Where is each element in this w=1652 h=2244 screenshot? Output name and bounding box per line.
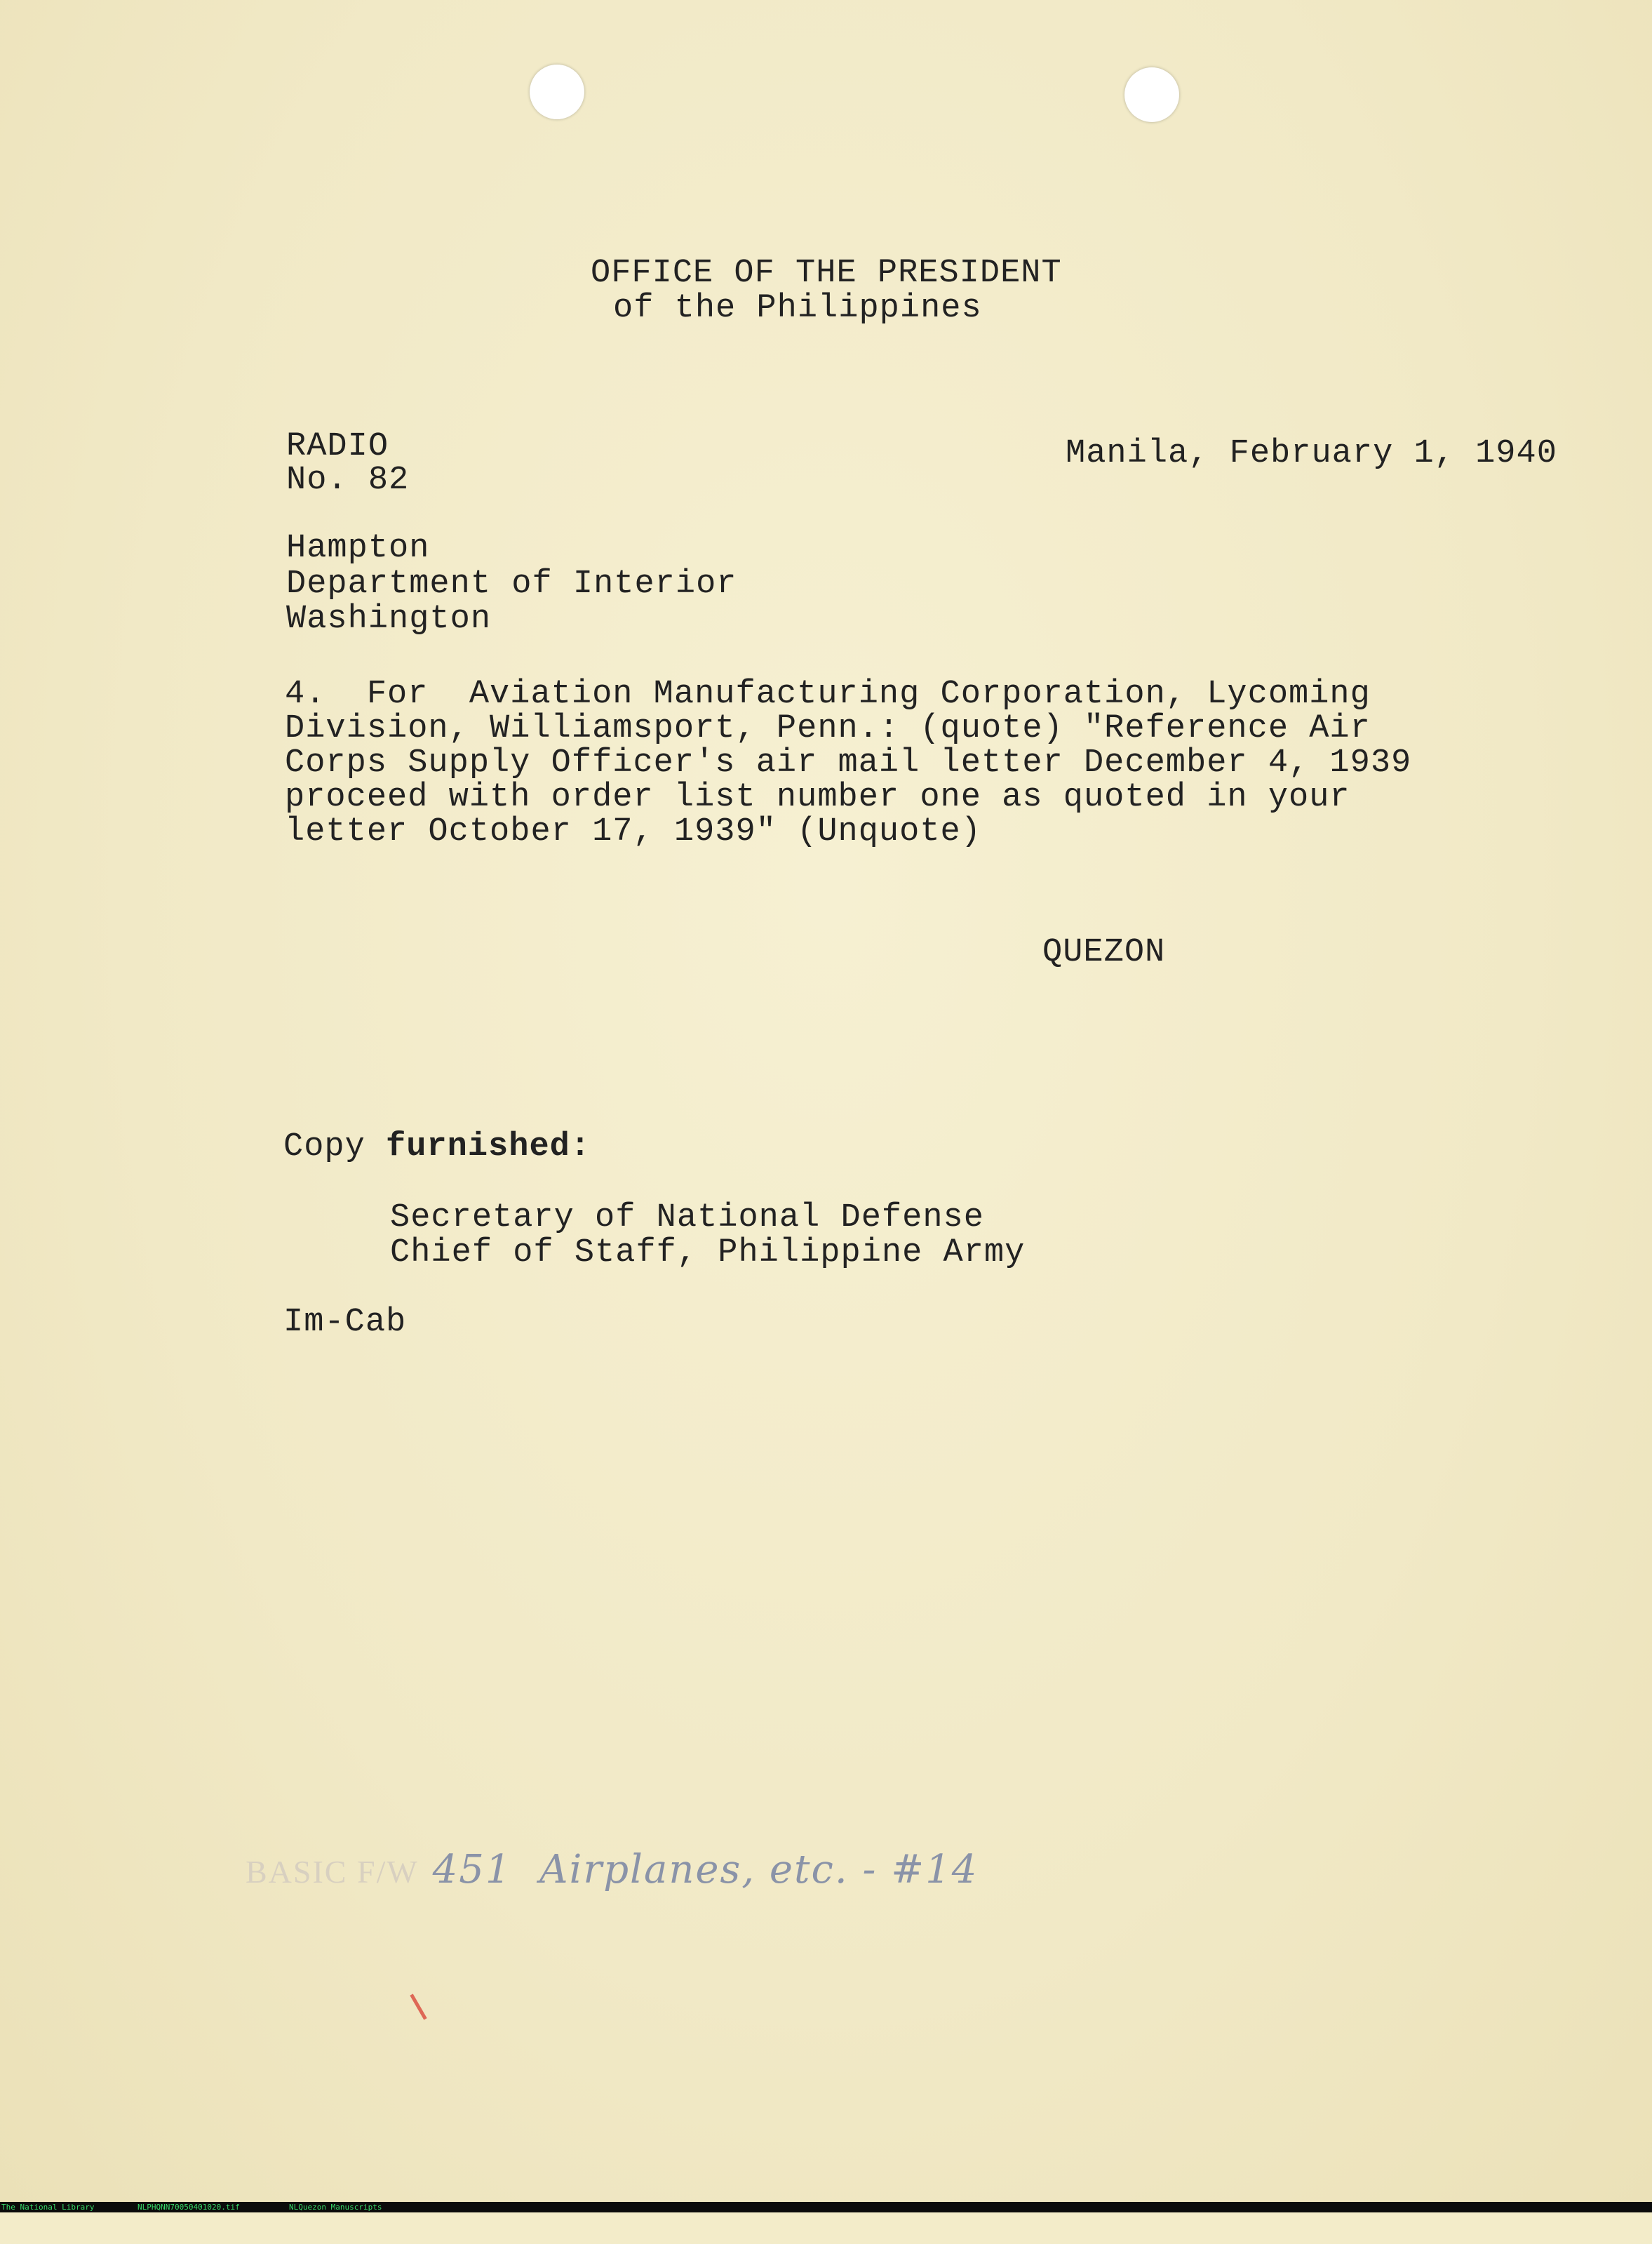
- copy-furnished-heading: [283, 1130, 591, 1165]
- addressee-name: Hampton: [286, 530, 430, 567]
- letterhead-office: OFFICE OF THE PRESIDENT: [591, 255, 1062, 292]
- copy-recipient: Chief of Staff, Philippine Army: [390, 1234, 1026, 1271]
- addressee-department: Department of Interior: [286, 566, 737, 603]
- punch-hole-left: [530, 65, 584, 119]
- footer-collection: NLQuezon Manuscripts: [289, 2203, 382, 2212]
- typist-initials: Im-Cab: [283, 1304, 407, 1341]
- red-pencil-mark: [410, 1993, 427, 2019]
- body-line: proceed with order list number one as quoted in your: [285, 779, 1350, 816]
- radio-label: RADIO: [286, 428, 389, 465]
- addressee-city: Washington: [286, 601, 492, 638]
- archive-footer: [0, 2202, 1652, 2212]
- letterhead-country: of the Philippines: [613, 290, 982, 327]
- copy-label: Copy: [283, 1128, 387, 1166]
- punch-hole-right: [1124, 67, 1179, 122]
- footer-library: The National Library: [1, 2203, 95, 2212]
- radio-number: No. 82: [286, 462, 410, 499]
- basic-stamp: BASIC F/W: [246, 1854, 419, 1890]
- body-line: 4. For Aviation Manufacturing Corporation, Lycoming: [285, 676, 1371, 713]
- furnished-label: furnished:: [386, 1128, 591, 1166]
- body-line: letter October 17, 1939" (Unquote): [285, 813, 981, 850]
- letter-date: Manila, February 1, 1940: [1066, 435, 1557, 472]
- file-annotation: [246, 1847, 978, 1892]
- body-line: Corps Supply Officer's air mail letter December 4, 1939: [285, 744, 1412, 782]
- copy-recipient: Secretary of National Defense: [390, 1199, 984, 1236]
- footer-file: NLPHQNN70050401020.tif: [137, 2203, 240, 2212]
- body-line: Division, Williamsport, Penn.: (quote) "Reference Air: [285, 710, 1371, 747]
- message-body: [285, 677, 1477, 849]
- handwritten-note: 451 Airplanes, etc. - #14: [432, 1847, 979, 1892]
- signature-name: QUEZON: [1042, 934, 1166, 971]
